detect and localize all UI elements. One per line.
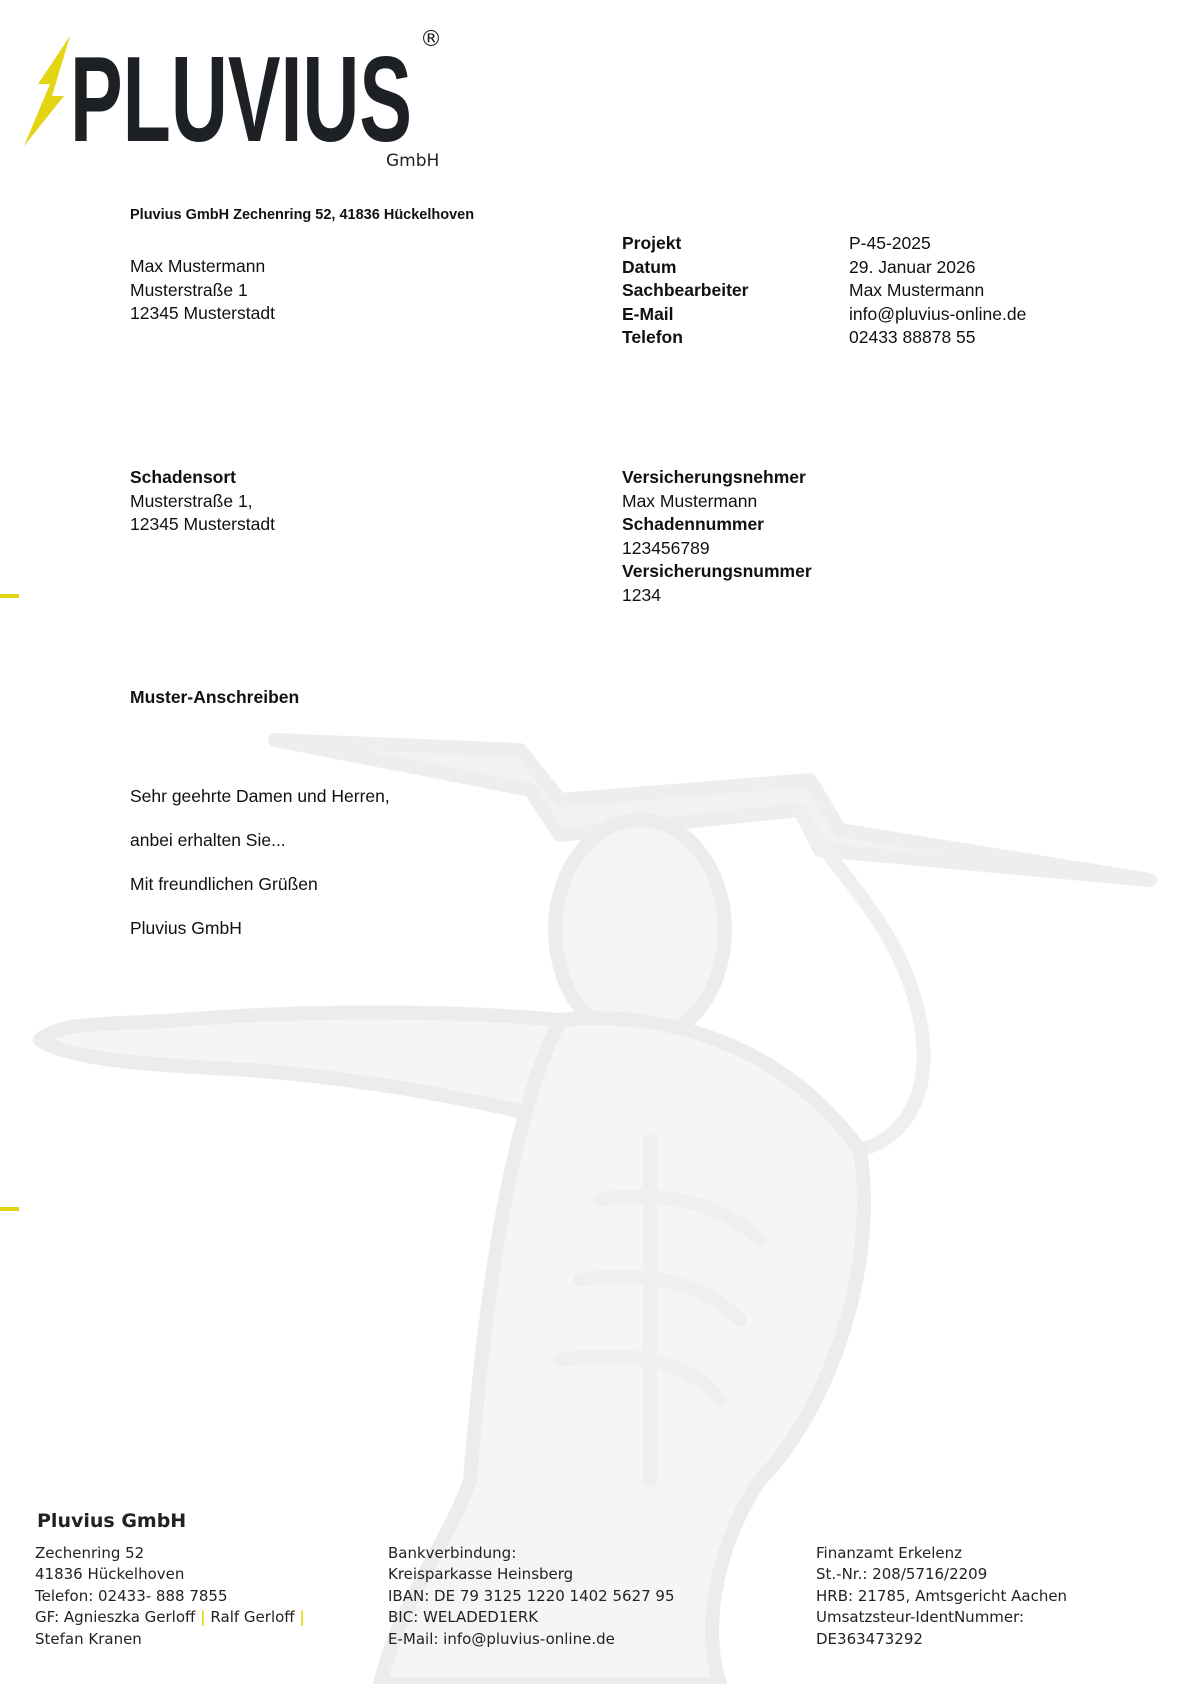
meta-label: Projekt <box>622 233 682 253</box>
schadensort-block <box>130 466 275 537</box>
policy-label: Versicherungsnummer <box>622 561 812 581</box>
bank-iban: IBAN: DE 79 3125 1220 1402 5627 95 <box>388 1586 675 1605</box>
holder-label: Versicherungsnehmer <box>622 467 806 487</box>
gf-separator: | <box>299 1608 305 1627</box>
meta-value: 02433 88878 55 <box>849 327 976 347</box>
letter-body <box>130 784 390 960</box>
meta-label: Telefon <box>622 327 683 347</box>
body-paragraph: anbei erhalten Sie... <box>130 830 286 850</box>
meta-label: E-Mail <box>622 303 674 324</box>
meta-row-projekt <box>622 232 1026 256</box>
meta-label: Datum <box>622 256 677 277</box>
footer-address <box>35 1543 305 1650</box>
logo-gmbh: GmbH <box>386 151 440 171</box>
meta-value: P-45-2025 <box>849 233 931 253</box>
signature: Pluvius GmbH <box>130 918 242 938</box>
closing: Mit freundlichen Grüßen <box>130 874 318 894</box>
meta-value: info@pluvius-online.de <box>849 303 1027 324</box>
logo-registered-mark: ® <box>420 27 442 52</box>
insurance-block <box>622 466 812 607</box>
gf-name-1: GF: Agnieszka Gerloff <box>35 1608 196 1627</box>
footer-phone: Telefon: 02433- 888 7855 <box>35 1586 228 1605</box>
holder-value: Max Mustermann <box>622 490 758 511</box>
tax-number: St.-Nr.: 208/5716/2209 <box>816 1565 988 1584</box>
policy-value: 1234 <box>622 584 661 605</box>
footer-email: E-Mail: info@pluvius-online.de <box>388 1629 615 1648</box>
meta-row-sachbearbeiter <box>622 279 1026 303</box>
claim-label: Schadennummer <box>622 514 764 534</box>
gf-separator: | <box>200 1608 206 1627</box>
bank-name: Kreisparkasse Heinsberg <box>388 1565 574 1584</box>
tax-office: Finanzamt Erkelenz <box>816 1544 963 1562</box>
meta-value: 29. Januar 2026 <box>849 256 976 277</box>
footer-company: Pluvius GmbH <box>37 1510 187 1532</box>
gf-name-2: Ralf Gerloff <box>210 1608 295 1627</box>
meta-row-email <box>622 303 1026 327</box>
gf-name-3: Stefan Kranen <box>35 1629 142 1648</box>
lightning-bolt-icon <box>24 36 70 146</box>
schadensort-label: Schadensort <box>130 467 236 487</box>
letter-subject: Muster-Anschreiben <box>130 687 300 707</box>
fold-mark-bottom <box>0 1207 19 1211</box>
schadensort-line2: 12345 Musterstadt <box>130 514 275 534</box>
claim-value: 123456789 <box>622 537 710 558</box>
footer-city: 41836 Hückelhoven <box>35 1565 185 1584</box>
bank-title: Bankverbindung: <box>388 1544 517 1562</box>
pluvius-logo <box>22 26 452 176</box>
recipient-street: Musterstraße 1 <box>130 279 248 300</box>
footer-gf <box>35 1607 305 1628</box>
tax-hrb: HRB: 21785, Amtsgericht Aachen <box>816 1586 1068 1605</box>
meta-table <box>622 232 1026 350</box>
schadensort-line1: Musterstraße 1, <box>130 490 253 511</box>
footer-bank <box>388 1543 675 1650</box>
salutation: Sehr geehrte Damen und Herren, <box>130 786 390 806</box>
footer-tax <box>816 1543 1067 1650</box>
tax-ust-label: Umsatzsteur-IdentNummer: <box>816 1608 1025 1627</box>
meta-value: Max Mustermann <box>849 280 985 300</box>
meta-label: Sachbearbeiter <box>622 280 749 300</box>
meta-row-datum <box>622 256 1026 280</box>
footer-street: Zechenring 52 <box>35 1544 145 1562</box>
recipient-city: 12345 Musterstadt <box>130 303 275 323</box>
bank-bic: BIC: WELADED1ERK <box>388 1608 539 1627</box>
meta-row-telefon <box>622 326 1026 350</box>
tax-ust-id: DE363473292 <box>816 1629 923 1648</box>
recipient-address <box>130 255 275 326</box>
logo-wordmark: PLUVIUS <box>70 31 412 167</box>
sender-line: Pluvius GmbH Zechenring 52, 41836 Hückelhoven <box>130 207 475 223</box>
fold-mark-top <box>0 594 19 598</box>
recipient-name: Max Mustermann <box>130 256 266 276</box>
